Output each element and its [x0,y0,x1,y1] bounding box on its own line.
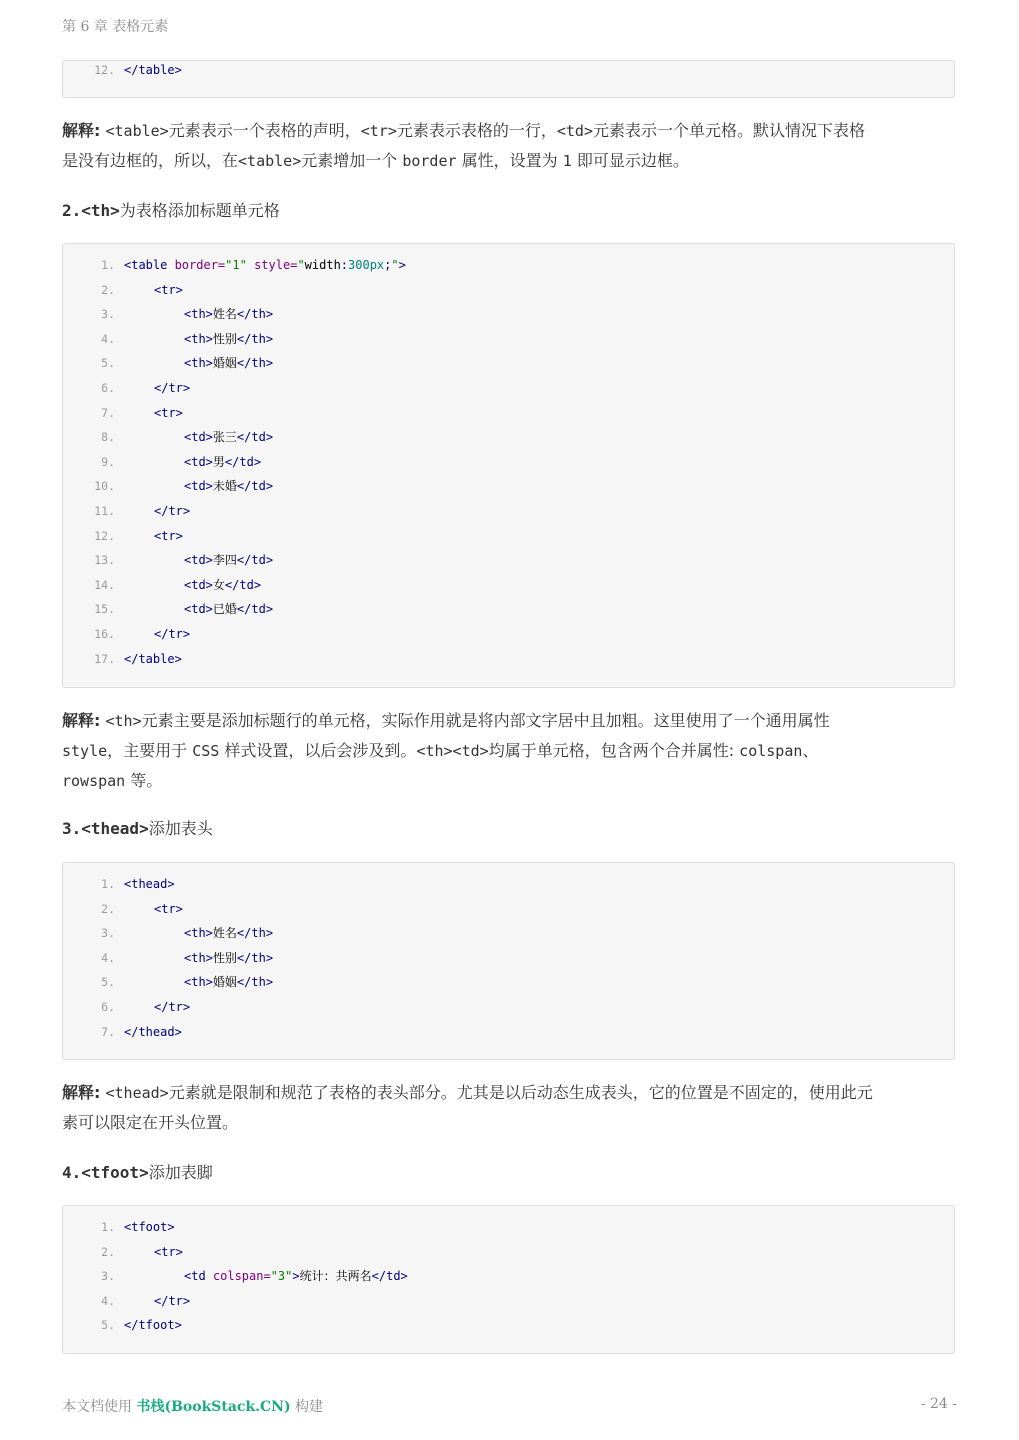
text-span: ，主要用于 [107,741,193,760]
text-span: 、 [802,741,819,760]
code-token: </th> [236,926,274,941]
code-token: <tr> [154,1244,183,1259]
code-token: </td> [236,553,274,568]
explanation-paragraph-1 [62,116,957,176]
code-token: <th> [184,356,213,371]
code-token: 姓名 [212,307,237,322]
section-heading-tfoot [62,1160,213,1183]
code-inline: <thead> [105,1084,169,1102]
code-token: 李四 [212,553,237,568]
line-number: 1. [101,877,115,891]
code-inline: CSS [192,742,220,760]
code-text [184,452,261,472]
code-token: 性别 [212,950,237,965]
code-text [124,649,182,669]
code-token: <tr> [154,405,183,420]
code-token: </td> [371,1269,408,1284]
code-token: 女 [212,577,225,592]
heading-text: 添加表头 [148,819,213,838]
code-text [154,624,190,644]
code-token: </th> [236,331,274,346]
code-inline: style [62,742,108,760]
code-text [124,1217,175,1237]
code-token: 300px [348,258,385,272]
line-number: 9. [101,454,115,469]
text-span: 元素表示一个单元格。默认情况下表格 [593,121,866,140]
code-block-th [62,243,955,688]
code-token: > [398,258,406,272]
line-number: 2. [101,282,115,297]
explanation-label: 解释: [62,711,101,730]
line-number: 3. [101,307,115,322]
line-number: 6. [101,1000,115,1014]
code-token: ; [384,258,392,272]
code-inline: <th> [105,712,142,730]
code-text [184,1266,408,1286]
explanation-paragraph-2 [62,706,957,796]
code-text [154,997,190,1017]
code-text [184,427,273,447]
text-span: 素可以限定在开头位置。 [62,1113,239,1132]
code-text [154,526,183,546]
code-inline: <th><td> [416,742,489,760]
code-text [154,501,190,521]
text-span: 元素主要是添加标题行的单元格，实际作用就是将内部文字居中且加粗。这里使用了一个通用属性 [141,711,830,730]
code-token: <td> [184,602,213,617]
line-number: 13. [94,553,115,568]
code-token: " [297,258,305,272]
code-token: border= [174,258,226,272]
text-span: 元素表示一个表格的声明， [168,121,361,140]
code-block-thead [62,862,955,1060]
code-token: 张三 [212,430,237,445]
code-inline: border [402,152,457,170]
code-token: : [340,258,349,272]
code-text [124,1022,182,1042]
line-number: 4. [101,1293,115,1308]
line-number: 16. [94,627,115,641]
code-text [184,599,273,619]
code-inline: 1 [562,152,572,170]
code-token: 已婚 [212,602,237,617]
code-token: <tfoot> [124,1220,175,1234]
code-inline: <td> [556,122,593,140]
heading-number: 2.<th> [62,201,120,220]
code-token: </td> [236,479,274,494]
explanation-paragraph-3 [62,1078,957,1137]
text-span: 样式设置，以后会涉及到。 [219,741,417,760]
code-token: 婚姻 [212,356,237,371]
code-inline: <tr> [360,122,397,140]
text-span: 即可显示边框。 [571,151,689,170]
code-token: " [391,258,399,272]
code-token: </th> [236,950,274,965]
code-token: <tr> [154,901,183,916]
code-text [124,1315,182,1335]
code-text [184,948,273,968]
code-token: <th> [184,975,213,990]
code-block-tfoot [62,1205,955,1354]
text-span: 元素增加一个 [301,151,403,170]
code-token: 未婚 [212,479,237,494]
code-token: </td> [236,602,274,617]
code-text [184,550,273,570]
code-token: </td> [236,430,274,445]
line-number: 15. [94,602,115,617]
code-token: 婚姻 [212,975,237,990]
code-inline: <table> [238,152,302,170]
code-text [154,1291,190,1311]
code-text [154,1242,183,1262]
code-token: style= [254,258,298,272]
line-number: 10. [94,479,115,494]
line-number: 12. [94,63,115,77]
text-span: 元素表示表格的一行， [396,121,557,140]
code-token: </th> [236,356,274,371]
heading-number: 3.<thead> [62,819,149,838]
text-span: 元素就是限制和规范了表格的表头部分。尤其是以后动态生成表头，它的位置是不固定的，使用此元 [168,1083,873,1102]
code-text [154,378,190,398]
code-block-table-end [62,60,955,98]
code-token: <td [184,1269,213,1284]
code-token: </tr> [154,1293,191,1308]
line-number: 8. [101,430,115,445]
line-number: 1. [101,1220,115,1234]
code-token: 男 [212,454,225,469]
code-token: 统计：共两名 [299,1269,372,1284]
code-text [154,403,183,423]
text-span: 属性，设置为 [456,151,563,170]
line-number: 4. [101,950,115,965]
text-span: 是没有边框的，所以，在 [62,151,239,170]
line-number: 1. [101,258,115,272]
code-text [124,874,175,894]
line-number: 7. [101,1024,115,1039]
code-token: <td> [184,454,213,469]
code-token [247,258,254,272]
code-token: "1" [225,258,247,272]
code-token: <table [124,258,175,272]
code-text [124,60,182,80]
code-token: </table> [124,63,182,77]
line-number: 11. [94,504,115,518]
code-token: "3" [270,1269,293,1284]
heading-number: 4.<tfoot> [62,1163,149,1182]
line-number: 5. [101,975,115,990]
code-text [124,255,406,275]
code-token: </td> [224,577,262,592]
code-text [184,575,261,595]
code-token: <td> [184,430,213,445]
code-token: colspan= [212,1269,271,1284]
code-text [184,476,273,496]
code-token: </table> [124,651,182,666]
code-text [184,972,273,992]
line-number: 14. [94,577,115,592]
code-inline: colspan [739,742,803,760]
heading-text: 为表格添加标题单元格 [119,201,280,220]
explanation-label: 解释: [62,121,101,140]
code-token: <th> [184,331,213,346]
code-text [184,329,273,349]
line-number: 17. [94,651,115,666]
code-token: 性别 [212,331,237,346]
code-token: </tr> [154,627,191,641]
line-number: 4. [101,331,115,346]
code-text [184,353,273,373]
footer-credit [62,1396,323,1416]
code-token: <td> [184,553,213,568]
chapter-header: 第 6 章 表格元素 [62,19,169,35]
code-text [154,899,183,919]
explanation-label: 解释: [62,1083,101,1102]
code-token: <td> [184,577,213,592]
text-span: 等。 [125,771,163,790]
code-token: </tr> [154,381,191,395]
line-number: 3. [101,1269,115,1284]
line-number: 6. [101,381,115,395]
code-token: </tr> [154,504,191,518]
footer-brand-link[interactable]: 书栈(BookStack.CN) [136,1399,291,1415]
code-token: </td> [224,454,262,469]
footer-prefix: 本文档使用 [62,1399,137,1415]
section-heading-thead [62,816,213,839]
code-token: </th> [236,307,274,322]
heading-text: 添加表脚 [148,1163,213,1182]
code-token: 姓名 [212,926,237,941]
section-heading-th [62,198,280,221]
page-number: - 24 - [920,1396,957,1412]
code-token: width [304,258,341,272]
code-token: </tr> [154,1000,191,1014]
code-token: <th> [184,926,213,941]
code-token: <td> [184,479,213,494]
code-token: <tr> [154,528,183,543]
code-token: <thead> [124,877,175,891]
code-inline: <table> [105,122,169,140]
line-number: 3. [101,926,115,941]
footer-suffix: 构建 [290,1399,324,1415]
code-text [184,923,273,943]
line-number: 2. [101,1244,115,1259]
code-token: </tfoot> [124,1318,182,1333]
code-text [184,304,273,324]
code-token: <tr> [154,282,183,297]
line-number: 5. [101,1318,115,1333]
line-number: 12. [94,528,115,543]
code-token: </thead> [124,1024,182,1039]
code-token: </th> [236,975,274,990]
line-number: 2. [101,901,115,916]
line-number: 7. [101,405,115,420]
line-number: 5. [101,356,115,371]
code-text [154,280,183,300]
code-token: > [292,1269,300,1284]
code-token: <th> [184,307,213,322]
code-token: <th> [184,950,213,965]
text-span: 均属于单元格，包含两个合并属性: [488,741,740,760]
code-inline: rowspan [62,772,126,790]
